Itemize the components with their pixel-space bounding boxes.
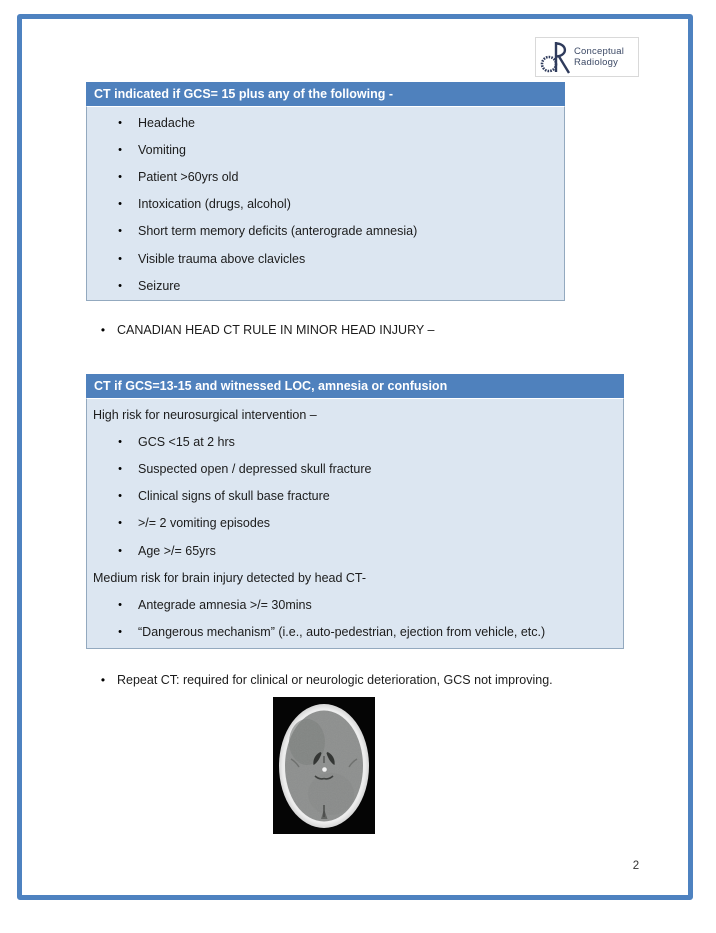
bullet-icon: • <box>118 170 122 183</box>
bullet-icon: • <box>118 626 122 639</box>
list-item: • Intoxication (drugs, alcohol) <box>87 191 564 218</box>
list-item: • >/= 2 vomiting episodes <box>87 510 623 537</box>
bullet-icon: • <box>118 490 122 503</box>
page-number: 2 <box>632 860 640 872</box>
section-label: High risk for neurosurgical intervention – <box>93 407 317 422</box>
logo-line2: Radiology <box>574 57 619 68</box>
bullet-icon: • <box>118 598 122 611</box>
logo-text <box>574 46 624 69</box>
dr-monogram-icon <box>539 39 573 75</box>
list-item: • Seizure <box>87 272 564 299</box>
list-item: • Antegrade amnesia >/= 30mins <box>87 591 623 618</box>
bullet-icon: • <box>118 462 122 475</box>
list-item: • Patient >60yrs old <box>87 163 564 190</box>
bullet-icon: • <box>118 252 122 265</box>
list-item: • Headache <box>87 109 564 136</box>
ct-indication-list <box>86 106 565 301</box>
logo <box>535 37 639 77</box>
bullet-icon: • <box>118 143 122 156</box>
bullet-icon: • <box>118 198 122 211</box>
canadian-rule-panel <box>86 374 624 649</box>
section-label: Medium risk for brain injury detected by head CT- <box>93 570 367 585</box>
bullet-icon: • <box>118 517 122 530</box>
bullet-icon: • <box>118 279 122 292</box>
canadian-rule-panel-header: CT if GCS=13-15 and witnessed LOC, amnesia or confusion <box>86 374 624 398</box>
bullet-icon: • <box>118 435 122 448</box>
canadian-rule-heading: • CANADIAN HEAD CT RULE IN MINOR HEAD INJURY – <box>98 323 434 337</box>
list-item: • GCS <15 at 2 hrs <box>87 428 623 455</box>
bullet-icon: • <box>118 225 122 238</box>
list-item: • “Dangerous mechanism” (i.e., auto-pedestrian, ejection from vehicle, etc.) <box>87 619 623 646</box>
repeat-ct-note: • Repeat CT: required for clinical or neurologic deterioration, GCS not improving. <box>98 673 553 687</box>
bullet-icon: • <box>118 544 122 557</box>
ct-indication-panel-header: CT indicated if GCS= 15 plus any of the following - <box>86 82 565 106</box>
canadian-rule-body <box>86 398 624 649</box>
list-item: • Vomiting <box>87 136 564 163</box>
ct-scan-image <box>273 697 375 834</box>
list-item: • Age >/= 65yrs <box>87 537 623 564</box>
bullet-icon: • <box>100 323 106 337</box>
list-item: • Visible trauma above clavicles <box>87 245 564 272</box>
list-item: • Clinical signs of skull base fracture <box>87 483 623 510</box>
bullet-icon: • <box>100 673 106 687</box>
logo-line1: Conceptual <box>574 45 625 57</box>
bullet-icon: • <box>118 116 122 129</box>
list-item: • Short term memory deficits (anterograde amnesia) <box>87 218 564 245</box>
list-item: • Suspected open / depressed skull fracture <box>87 455 623 482</box>
ct-indication-panel <box>86 82 565 301</box>
